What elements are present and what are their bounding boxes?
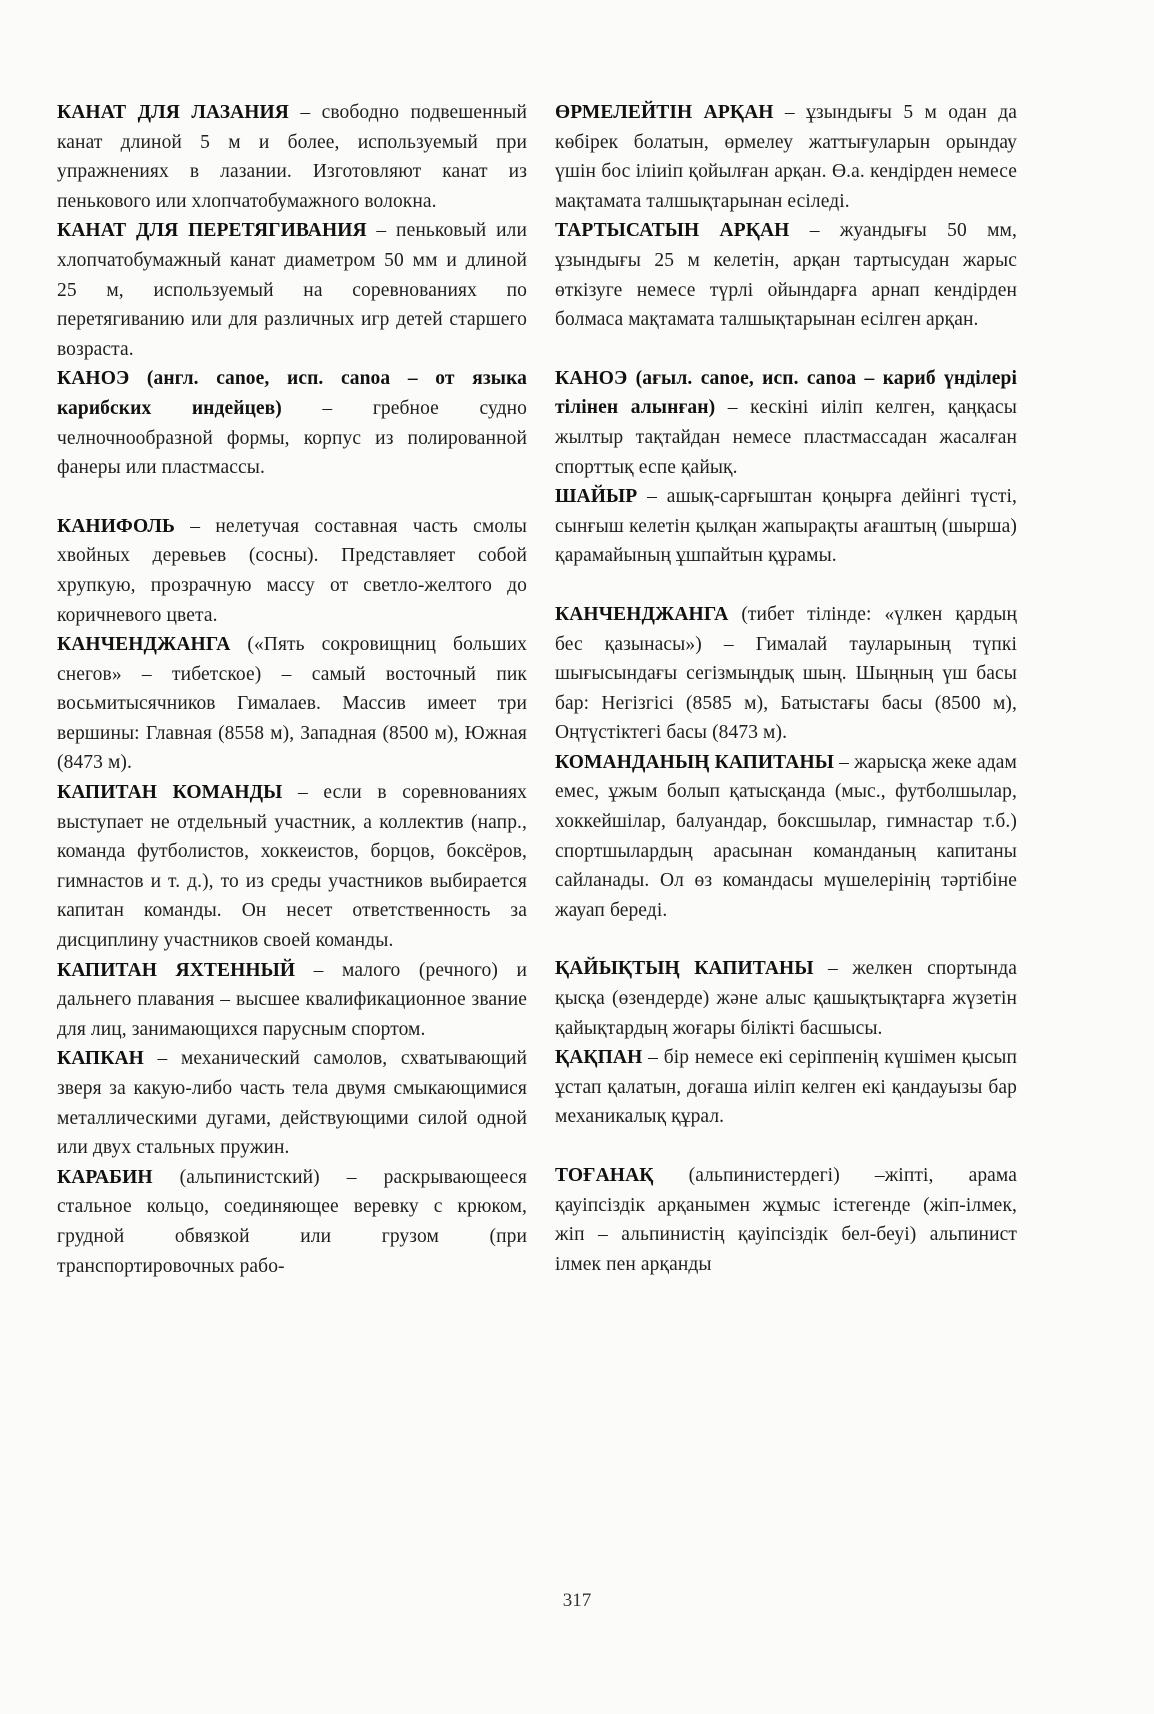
entry-right-2	[555, 216, 1017, 334]
entry-left-9	[57, 1163, 527, 1281]
entry-definition: – свободно подвешенный канат длиной 5 м и более, используемый при упражнениях в лазании. Изготовляют канат из пенькового или хлопчатобумажного волокна.	[57, 102, 527, 212]
entry-term: ТАРТЫСАТЫН АРҚАН	[555, 220, 790, 242]
entry-definition: – жарысқа жеке адам емес, ұжым болып қатысқанда (мыс., футболшылар, хоккейшілар, балуандар, боксшылар, гимнастар т.б.) спортшылардың арасынан команданың капитаны сайланады. Ол өз командасы мүшелерінің тәртібіне жауап береді.	[555, 751, 1017, 921]
entry-definition: – бір немесе екі серіппенің күшімен қысып ұстап қалатын, доғаша иіліп келген екі қандауызы бар механикалық құрал.	[555, 1047, 1017, 1128]
entry-definition: – нелетучая составная часть смолы хвойных деревьев (сосны). Представляет собой хрупкую, прозрачную массу от светло-желтого до коричневого цвета.	[57, 515, 527, 626]
entry-definition: («Пять сокровищниц больших снегов» – тибетское) – самый восточный пик восьмитысячников Гималаев. Массив имеет три вершины: Главная (8558 м), Западная (8500 м), Южная (8473 м).	[57, 634, 527, 774]
entry-definition: – жуандығы 50 мм, ұзындығы 25 м келетін, арқан тартысудан жарыс өткізуге немесе түрлі ойындарға арнап кендірден болмаса мақтамата талшықтарынан есілген арқан.	[555, 220, 1017, 331]
entry-definition: – гребное судно челночнообразной формы, корпус из полированной фанеры или пластмассы.	[57, 397, 528, 479]
entry-term: ҚАЙЫҚТЫҢ КАПИТАНЫ	[555, 958, 814, 980]
entry-term: КАНОЭ (ағыл. canoe, исп. canoa – кариб үнділері тілінен алынған)	[555, 367, 1017, 419]
entry-term: КАНАТ ДЛЯ ЛАЗАНИЯ	[57, 102, 289, 123]
entry-definition: – если в соревнованиях выступает не отдельный участник, а коллектив (напр., команда футболистов, хоккеистов, борцов, боксёров, гимнастов и т. д.), то из среды участников выбирается капитан команды. Он несет ответственность за дисциплину участников своей команды.	[57, 782, 527, 952]
entry-left-7	[57, 956, 527, 1045]
entry-term: КАНЧЕНДЖАНГА	[57, 634, 231, 656]
entry-term: КАПИТАН ЯХТЕННЫЙ	[57, 959, 296, 981]
entry-definition: (альпинистердегі) –жіпті, арама қауіпсіздік арқанымен жұмыс істегенде (жіп-ілмек, жіп – альпинистің қауіпсіздік бел-беуі) альпинист ілмек пен арқанды	[555, 1165, 1017, 1275]
entry-right-3	[555, 364, 1017, 482]
entry-term: КАНЧЕНДЖАНГА	[555, 603, 729, 625]
entry-left-8	[57, 1044, 527, 1162]
entry-left-4	[57, 512, 527, 630]
entry-definition: (альпинистский) – раскрывающееся стальное кольцо, соединяющее веревку с крюком, грудной обвязкой или грузом (при транспортировочных рабо-	[57, 1166, 527, 1277]
entry-term: КАНИФОЛЬ	[57, 515, 175, 537]
entry-term: КАПИТАН КОМАНДЫ	[57, 782, 283, 804]
entry-definition: – пеньковый или хлопчатобумажный канат диаметром 50 мм и длиной 25 м, используемый на соревнованиях по перетягиванию или для различных игр детей старшего возраста.	[57, 220, 527, 360]
entry-term: ӨРМЕЛЕЙТІН АРҚАН	[555, 102, 774, 123]
page-number: 317	[562, 1590, 592, 1611]
entry-left-2	[57, 216, 527, 364]
entry-term: ҚАҚПАН	[555, 1047, 643, 1069]
russian-column	[57, 98, 527, 1281]
entry-definition: – кескіні иіліп келген, қаңқасы жылтыр тақтайдан немесе пластмассадан жасалған спорттық еспе қайық.	[555, 397, 1017, 478]
entry-left-6	[57, 778, 527, 956]
entry-term: ШАЙЫР	[555, 486, 638, 508]
entry-term: ТОҒАНАҚ	[555, 1165, 654, 1186]
entry-right-7	[555, 954, 1017, 1043]
entry-term: КАПКАН	[57, 1048, 144, 1070]
entry-left-5	[57, 630, 527, 778]
entry-definition: – желкен спортында қысқа (өзендерде) және алыс қашықтықтарға жүзетін қайықтардың жоғары білікті басшысы.	[555, 958, 1017, 1039]
entry-right-1	[555, 98, 1017, 216]
entry-right-8	[555, 1043, 1017, 1132]
entry-right-6	[555, 748, 1017, 926]
entry-term: КОМАНДАНЫҢ КАПИТАНЫ	[555, 751, 834, 773]
entry-term: КАНАТ ДЛЯ ПЕРЕТЯГИВАНИЯ	[57, 220, 367, 242]
entry-definition: – ашық-сарғыштан қоңырға дейінгі түсті, сынғыш келетін қылқан жапырақты ағаштың (шырша) қарамайының ұшпайтын құрамы.	[555, 486, 1017, 567]
entry-right-5	[555, 600, 1017, 748]
kazakh-column	[555, 98, 1017, 1279]
entry-right-9	[555, 1161, 1017, 1279]
entry-definition: – ұзындығы 5 м одан да көбірек болатын, өрмелеу жаттығуларын орындау үшін бос іліиіп қойылған арқан. Ө.а. кендірден немесе мақтамата талшықтарынан есіледі.	[555, 102, 1018, 212]
entry-definition: (тибет тілінде: «үлкен қардың бес қазынасы») – Гималай тауларының түпкі шығысындағы сегізмыңдық шың. Шыңның үш басы бар: Негізгісі (8585 м), Батыстағы басы (8500 м), Оңтүстіктегі басы (8473 м).	[555, 603, 1017, 744]
entry-term: КАНОЭ (англ. canoe, исп. canoa – от языка карибских индейцев)	[57, 368, 527, 419]
entry-left-1	[57, 98, 527, 216]
entry-definition: – малого (речного) и дальнего плавания – высшее квалификационное звание для лиц, занимающихся парусным спортом.	[57, 959, 527, 1040]
entry-definition: – механический самолов, схватывающий зверя за какую-либо часть тела двумя смыкающимися металлическими дугами, действующими силой одной или двух стальных пружин.	[57, 1048, 527, 1159]
entry-right-4	[555, 482, 1017, 571]
entry-left-3	[57, 364, 527, 482]
entry-term: КАРАБИН	[57, 1166, 153, 1188]
